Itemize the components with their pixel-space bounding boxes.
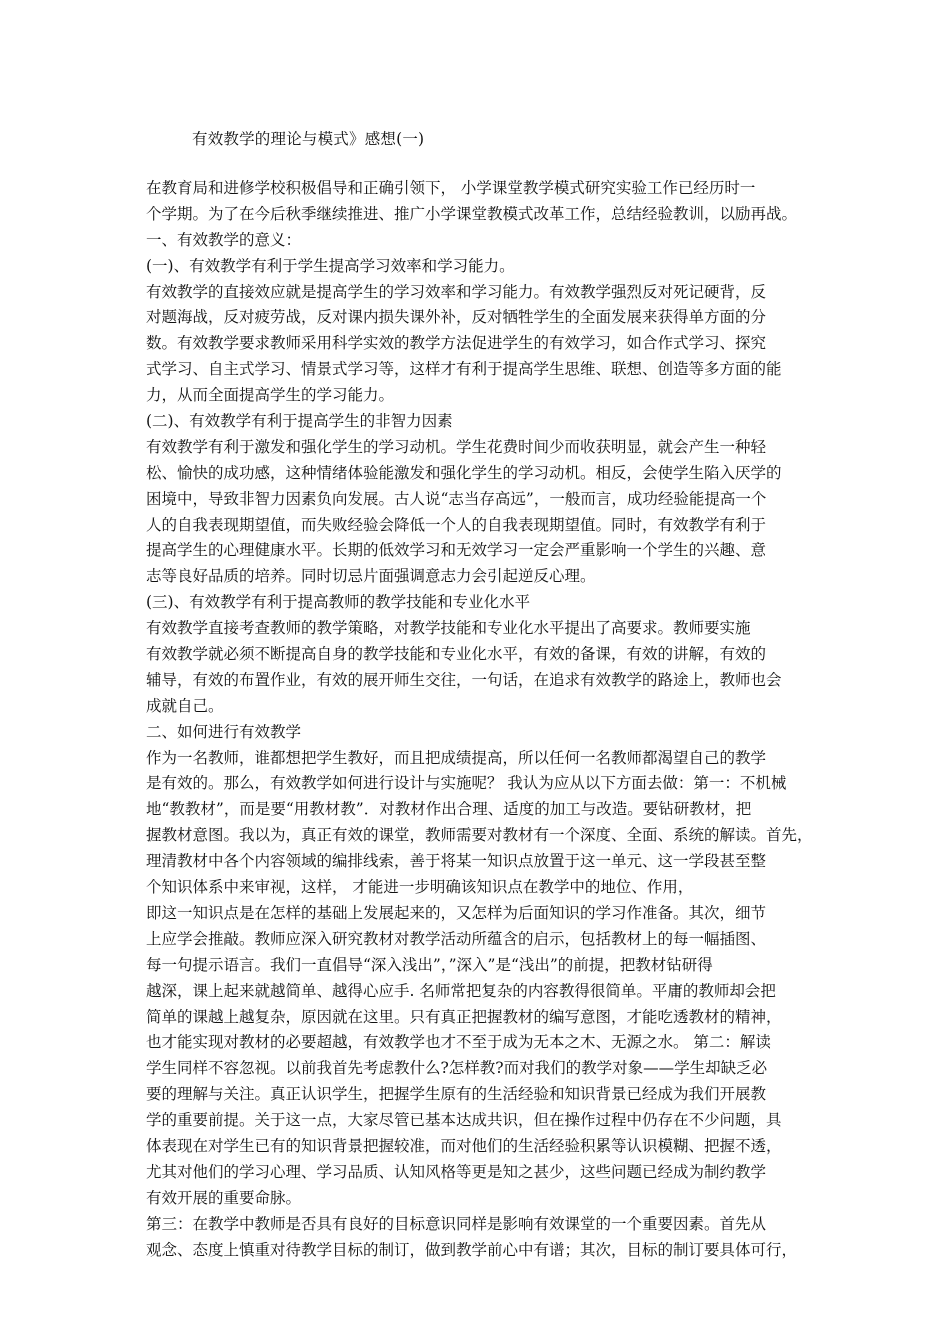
text-line: 地“教教材”，而是要“用教材教”．对教材作出合理、适度的加工与改造。要钻研教材，把 — [146, 800, 752, 819]
text-line: 志等良好品质的培养。同时切忌片面强调意志力会引起逆反心理。 — [146, 567, 596, 586]
text-line: 人的自我表现期望值，而失败经验会降低一个人的自我表现期望值。同时，有效教学有利于 — [146, 515, 767, 534]
text-line: 有效教学的直接效应就是提高学生的学习效率和学习能力。有效教学强烈反对死记硬背，反 — [146, 282, 767, 301]
text-line: 提高学生的心理健康水平。长期的低效学习和无效学习一定会严重影响一个学生的兴趣、意 — [146, 541, 767, 560]
text-line: 辅导，有效的布置作业，有效的展开师生交往，一句话，在追求有效教学的路途上，教师也会 — [146, 670, 782, 689]
text-line: 每一句提示语言。我们一直倡导“深入浅出”，”深入”是“浅出”的前提，把教材钻研得 — [146, 955, 713, 974]
section-heading: 二、如何进行有效教学 — [146, 722, 302, 741]
text-line: 有效教学有利于激发和强化学生的学习动机。学生花费时间少而收获明显，就会产生一种轻 — [146, 437, 767, 456]
text-line: 简单的课越上越复杂，原因就在这里。只有真正把握教材的编写意图，才能吃透教材的精神， — [146, 1007, 782, 1026]
text-line: 成就自己。 — [146, 696, 224, 715]
text-line: 有效教学就必须不断提高自身的教学技能和专业化水平，有效的备课，有效的讲解，有效的 — [146, 645, 767, 664]
text-line: 数。有效教学要求教师采用科学实效的教学方法促进学生的有效学习，如合作式学习、探究 — [146, 334, 767, 353]
section-heading: 一、有效教学的意义： — [146, 230, 302, 249]
subsection-heading: (一)、有效教学有利于学生提高学习效率和学习能力。 — [146, 256, 515, 275]
text-line: 在教育局和进修学校积极倡导和正确引领下， 小学课堂教学模式研究实验工作已经历时一 — [146, 179, 756, 197]
text-line: 式学习、自主式学习、情景式学习等，这样才有利于提高学生思维、联想、创造等多方面的能 — [146, 360, 782, 379]
text-line: 握教材意图。我以为，真正有效的课堂，教师需要对教材有一个深度、全面、系统的解读。首先， — [146, 826, 813, 845]
text-line: 学的重要前提。关于这一点，大家尽管已基本达成共识，但在操作过程中仍存在不少问题，具 — [146, 1111, 782, 1130]
document-title: 有效教学的理论与模式》感想(一) — [192, 130, 425, 148]
text-line: 体表现在对学生已有的知识背景把握较准，而对他们的生活经验积累等认识模糊、把握不透， — [146, 1136, 782, 1155]
text-line: 是有效的。那么，有效教学如何进行设计与实施呢？ 我认为应从以下方面去做：第一：不机械 — [146, 774, 787, 793]
text-line: 有效开展的重要命脉。 — [146, 1188, 302, 1207]
text-line: 第三：在教学中教师是否具有良好的目标意识同样是影响有效课堂的一个重要因素。首先从 — [146, 1214, 767, 1233]
text-line: 对题海战，反对疲劳战，反对课内损失课外补，反对牺牲学生的全面发展来获得单方面的分 — [146, 308, 767, 327]
text-line: 学生同样不容忽视。以前我首先考虑教什么?怎样教?而对我们的教学对象——学生却缺乏必 — [146, 1059, 768, 1078]
text-line: 尤其对他们的学习心理、学习品质、认知风格等更是知之甚少，这些问题已经成为制约教学 — [146, 1162, 767, 1181]
text-line: 有效教学直接考查教师的教学策略，对教学技能和专业化水平提出了高要求。教师要实施 — [146, 619, 751, 638]
text-line: 作为一名教师，谁都想把学生教好，而且把成绩提高，所以任何一名教师都渴望自己的教学 — [146, 748, 767, 767]
document-body — [146, 176, 826, 1263]
subsection-heading: (二)、有效教学有利于提高学生的非智力因素 — [146, 412, 453, 431]
text-line: 观念、态度上慎重对待教学目标的制订，做到教学前心中有谱；其次，目标的制订要具体可行， — [146, 1240, 798, 1259]
text-line: 也才能实现对教材的必要超越，有效教学也才不至于成为无本之木、无源之水。 第二：解读 — [146, 1033, 771, 1052]
text-line: 理清教材中各个内容领域的编排线索，善于将某一知识点放置于这一单元、这一学段甚至整 — [146, 852, 767, 871]
text-line: 个学期。为了在今后秋季继续推进、推广小学课堂教模式改革工作，总结经验教训，以励再战。 — [146, 204, 798, 223]
text-line: 困境中，导致非智力因素负向发展。古人说“志当存高远”，一般而言，成功经验能提高一个 — [146, 489, 767, 508]
text-line: 力，从而全面提高学生的学习能力。 — [146, 386, 395, 405]
text-line: 上应学会推敲。教师应深入研究教材对教学活动所蕴含的启示，包括教材上的每一幅插图、 — [146, 929, 767, 948]
text-line: 要的理解与关注。真正认识学生，把握学生原有的生活经验和知识背景已经成为我们开展教 — [146, 1085, 767, 1104]
subsection-heading: (三)、有效教学有利于提高教师的教学技能和专业化水平 — [146, 593, 531, 612]
text-line: 个知识体系中来审视，这样， 才能进一步明确该知识点在教学中的地位、作用， — [146, 878, 694, 897]
text-line: 即这一知识点是在怎样的基础上发展起来的，又怎样为后面知识的学习作准备。其次，细节 — [146, 903, 767, 922]
text-line: 越深，课上起来就越简单、越得心应手. 名师常把复杂的内容教得很简单。平庸的教师却会把 — [146, 981, 776, 1000]
text-line: 松、愉快的成功感，这种情绪体验能激发和强化学生的学习动机。相反，会使学生陷入厌学的 — [146, 463, 782, 482]
